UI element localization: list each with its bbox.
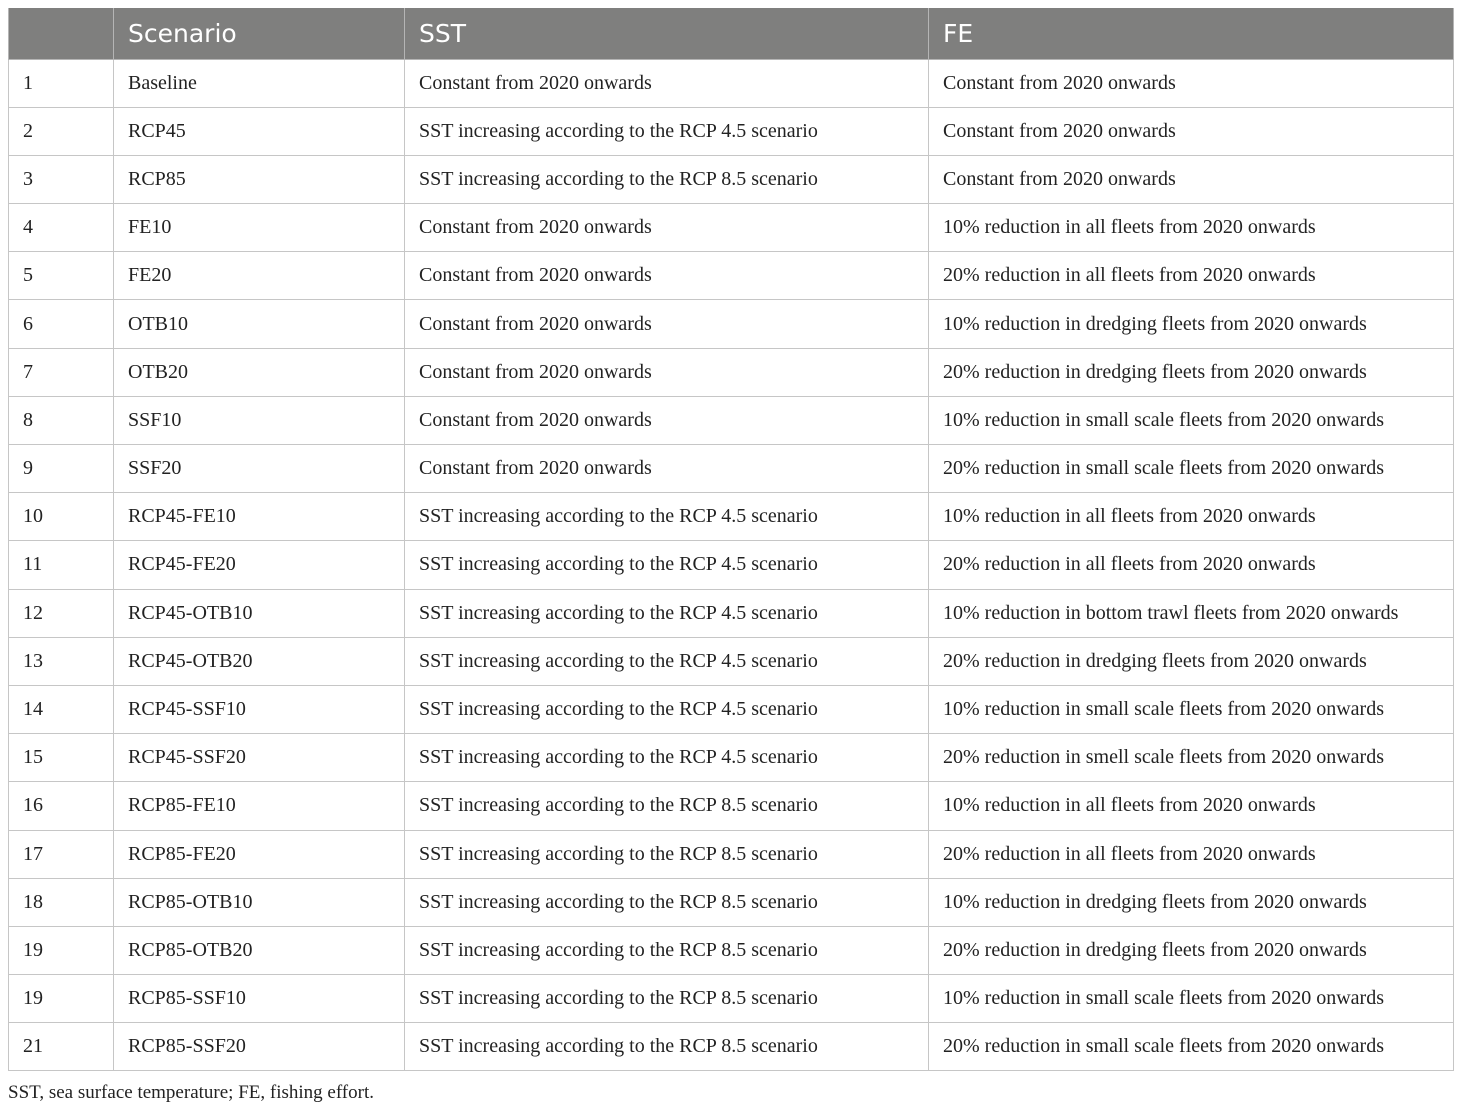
cell-index: 3 — [9, 155, 114, 203]
cell-sst: SST increasing according to the RCP 4.5 scenario — [405, 493, 929, 541]
table-row — [9, 396, 1454, 444]
cell-index: 2 — [9, 107, 114, 155]
cell-fe: 10% reduction in all fleets from 2020 onwards — [929, 204, 1454, 252]
cell-fe: 10% reduction in all fleets from 2020 onwards — [929, 493, 1454, 541]
cell-sst: SST increasing according to the RCP 8.5 scenario — [405, 1023, 929, 1071]
table-row — [9, 348, 1454, 396]
cell-sst: SST increasing according to the RCP 4.5 scenario — [405, 637, 929, 685]
cell-scenario: SSF20 — [114, 445, 405, 493]
table-row — [9, 975, 1454, 1023]
cell-sst: SST increasing according to the RCP 4.5 scenario — [405, 107, 929, 155]
cell-fe: 10% reduction in dredging fleets from 2020 onwards — [929, 300, 1454, 348]
cell-fe: 10% reduction in bottom trawl fleets from 2020 onwards — [929, 589, 1454, 637]
cell-index: 18 — [9, 878, 114, 926]
cell-fe: 20% reduction in all fleets from 2020 onwards — [929, 252, 1454, 300]
cell-scenario: RCP85-FE10 — [114, 782, 405, 830]
cell-fe: 20% reduction in dredging fleets from 2020 onwards — [929, 926, 1454, 974]
table-row — [9, 926, 1454, 974]
cell-scenario: RCP85-FE20 — [114, 830, 405, 878]
cell-scenario: RCP45-FE10 — [114, 493, 405, 541]
table-row — [9, 155, 1454, 203]
cell-index: 10 — [9, 493, 114, 541]
cell-index: 19 — [9, 975, 114, 1023]
cell-scenario: RCP45-OTB10 — [114, 589, 405, 637]
cell-scenario: RCP85-SSF10 — [114, 975, 405, 1023]
table-row — [9, 685, 1454, 733]
table-row — [9, 782, 1454, 830]
cell-scenario: FE10 — [114, 204, 405, 252]
cell-index: 19 — [9, 926, 114, 974]
cell-fe: 10% reduction in all fleets from 2020 onwards — [929, 782, 1454, 830]
cell-fe: 20% reduction in dredging fleets from 2020 onwards — [929, 348, 1454, 396]
table-row — [9, 107, 1454, 155]
cell-sst: SST increasing according to the RCP 4.5 scenario — [405, 589, 929, 637]
table-row — [9, 589, 1454, 637]
cell-index: 8 — [9, 396, 114, 444]
cell-sst: Constant from 2020 onwards — [405, 300, 929, 348]
cell-fe: 10% reduction in small scale fleets from 2020 onwards — [929, 685, 1454, 733]
table-row — [9, 637, 1454, 685]
cell-fe: Constant from 2020 onwards — [929, 59, 1454, 107]
cell-sst: Constant from 2020 onwards — [405, 396, 929, 444]
table-row — [9, 300, 1454, 348]
cell-sst: Constant from 2020 onwards — [405, 252, 929, 300]
cell-sst: SST increasing according to the RCP 8.5 scenario — [405, 926, 929, 974]
table-row — [9, 1023, 1454, 1071]
cell-sst: Constant from 2020 onwards — [405, 59, 929, 107]
cell-fe: 20% reduction in small scale fleets from 2020 onwards — [929, 445, 1454, 493]
table-row — [9, 878, 1454, 926]
cell-fe: 20% reduction in smell scale fleets from 2020 onwards — [929, 734, 1454, 782]
cell-index: 7 — [9, 348, 114, 396]
cell-index: 14 — [9, 685, 114, 733]
table-row — [9, 830, 1454, 878]
cell-fe: 20% reduction in small scale fleets from 2020 onwards — [929, 1023, 1454, 1071]
cell-index: 13 — [9, 637, 114, 685]
cell-sst: SST increasing according to the RCP 4.5 scenario — [405, 541, 929, 589]
cell-index: 5 — [9, 252, 114, 300]
cell-sst: Constant from 2020 onwards — [405, 348, 929, 396]
cell-sst: SST increasing according to the RCP 8.5 scenario — [405, 878, 929, 926]
table-row — [9, 445, 1454, 493]
header-sst: SST — [405, 8, 929, 59]
cell-scenario: RCP45-FE20 — [114, 541, 405, 589]
cell-scenario: Baseline — [114, 59, 405, 107]
cell-scenario: RCP85-OTB20 — [114, 926, 405, 974]
cell-scenario: SSF10 — [114, 396, 405, 444]
table-header-row — [9, 8, 1454, 59]
cell-fe: 20% reduction in dredging fleets from 2020 onwards — [929, 637, 1454, 685]
cell-scenario: RCP45-SSF20 — [114, 734, 405, 782]
cell-index: 15 — [9, 734, 114, 782]
cell-fe: 20% reduction in all fleets from 2020 onwards — [929, 830, 1454, 878]
cell-fe: Constant from 2020 onwards — [929, 155, 1454, 203]
cell-fe: 10% reduction in small scale fleets from 2020 onwards — [929, 975, 1454, 1023]
table-row — [9, 204, 1454, 252]
cell-sst: SST increasing according to the RCP 8.5 scenario — [405, 830, 929, 878]
cell-fe: 20% reduction in all fleets from 2020 onwards — [929, 541, 1454, 589]
cell-sst: Constant from 2020 onwards — [405, 445, 929, 493]
cell-scenario: OTB10 — [114, 300, 405, 348]
cell-scenario: RCP45-OTB20 — [114, 637, 405, 685]
cell-sst: SST increasing according to the RCP 4.5 scenario — [405, 734, 929, 782]
cell-scenario: RCP45-SSF10 — [114, 685, 405, 733]
header-scenario: Scenario — [114, 8, 405, 59]
table-footnote: SST, sea surface temperature; FE, fishing effort. — [8, 1082, 374, 1103]
cell-index: 11 — [9, 541, 114, 589]
cell-index: 12 — [9, 589, 114, 637]
table-row — [9, 59, 1454, 107]
cell-sst: SST increasing according to the RCP 8.5 scenario — [405, 782, 929, 830]
cell-index: 21 — [9, 1023, 114, 1071]
cell-scenario: RCP85-OTB10 — [114, 878, 405, 926]
cell-fe: 10% reduction in small scale fleets from 2020 onwards — [929, 396, 1454, 444]
cell-sst: SST increasing according to the RCP 8.5 scenario — [405, 155, 929, 203]
header-index — [9, 8, 114, 59]
header-fe: FE — [929, 8, 1454, 59]
cell-fe: Constant from 2020 onwards — [929, 107, 1454, 155]
cell-index: 17 — [9, 830, 114, 878]
cell-scenario: RCP45 — [114, 107, 405, 155]
table-body — [9, 59, 1454, 1071]
cell-scenario: FE20 — [114, 252, 405, 300]
cell-sst: SST increasing according to the RCP 4.5 scenario — [405, 685, 929, 733]
cell-sst: Constant from 2020 onwards — [405, 204, 929, 252]
cell-scenario: RCP85-SSF20 — [114, 1023, 405, 1071]
cell-index: 16 — [9, 782, 114, 830]
scenario-table — [8, 8, 1454, 1071]
cell-index: 1 — [9, 59, 114, 107]
cell-fe: 10% reduction in dredging fleets from 2020 onwards — [929, 878, 1454, 926]
table-row — [9, 252, 1454, 300]
cell-index: 9 — [9, 445, 114, 493]
cell-index: 4 — [9, 204, 114, 252]
table-row — [9, 734, 1454, 782]
cell-sst: SST increasing according to the RCP 8.5 scenario — [405, 975, 929, 1023]
table-row — [9, 541, 1454, 589]
table-container — [8, 8, 1453, 1071]
cell-scenario: OTB20 — [114, 348, 405, 396]
table-row — [9, 493, 1454, 541]
cell-index: 6 — [9, 300, 114, 348]
cell-scenario: RCP85 — [114, 155, 405, 203]
